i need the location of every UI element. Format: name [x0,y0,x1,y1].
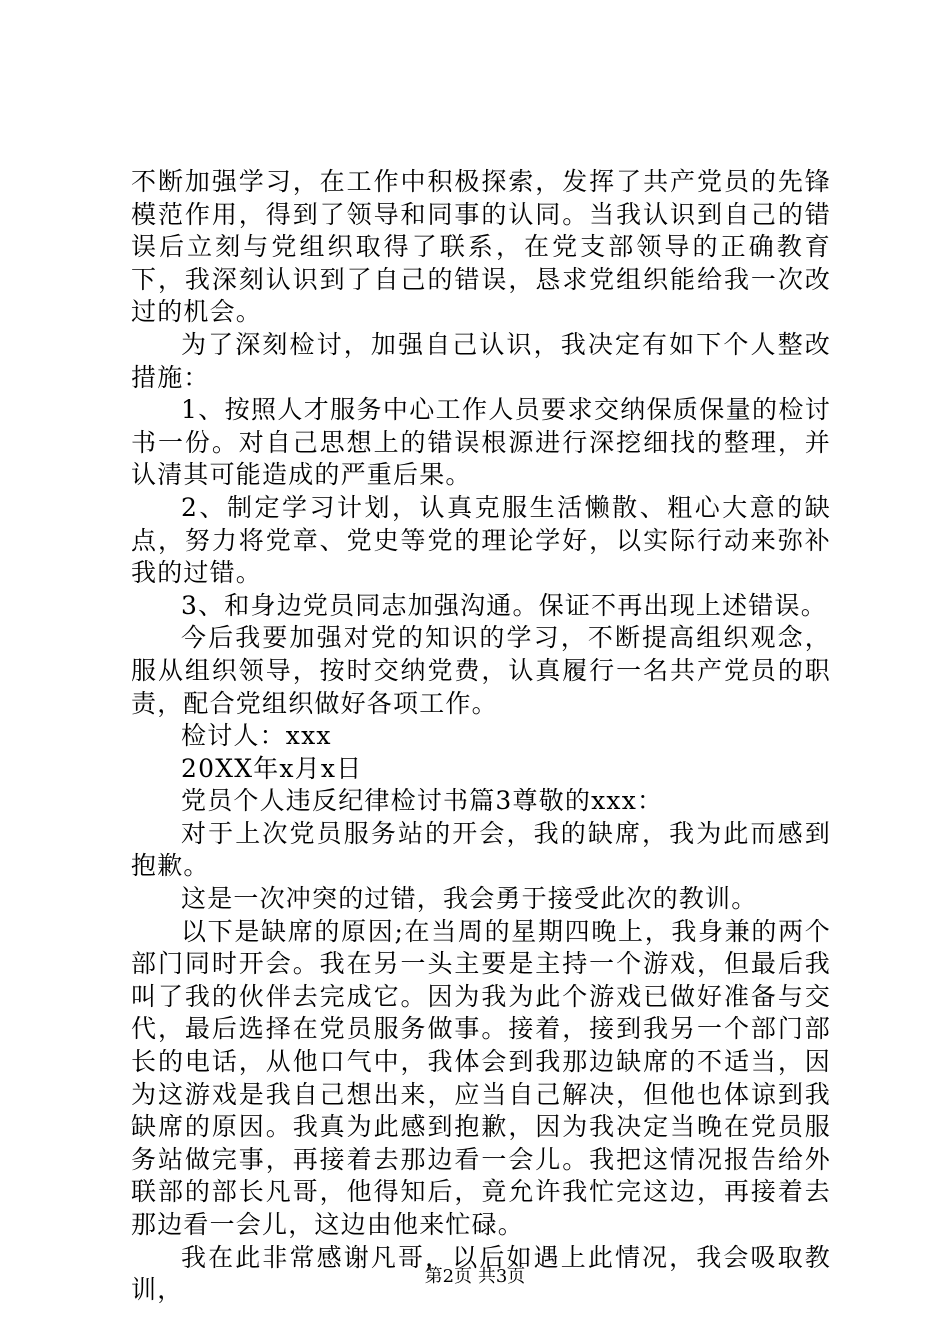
paragraph: 对于上次党员服务站的开会，我的缺席，我为此而感到抱歉。 [131,818,831,881]
list-item: 1、按照人才服务中心工作人员要求交纳保质保量的检讨书一份。对自己思想上的错误根源进行深挖细找的整理，并认清其可能造成的严重后果。 [131,395,831,490]
page-footer: 第2页 共3页 [424,1266,526,1287]
signature-line: 检讨人：xxx [181,721,332,751]
paragraph: 以下是缺席的原因;在当周的星期四晚上，我身兼的两个部门同时开会。我在另一头主要是主持一个游戏，但最后我叫了我的伙伴去完成它。因为我为此个游戏已做好准备与交代，最后选择在党员服务做事。接着，接到我另一个部门部长的电话，从他口气中，我体会到我那边缺席的不适当，因为这游戏是我自己想出来，应当自己解决，但他也体谅到我缺席的原因。我真为此感到抱歉，因为我决定当晚在党员服务站做完事，再接着去那边看一会儿。我把这情况报告给外联部的部长凡哥，他得知后，竟允许我忙完这边，再接着去那边看一会儿，这边由他来忙碌。 [131,916,831,1239]
paragraph: 不断加强学习，在工作中积极探索，发挥了共产党员的先锋模范作用，得到了领导和同事的认同。当我认识到自己的错误后立刻与党组织取得了联系，在党支部领导的正确教育下，我深刻认识到了自己的错误，恳求党组织能给我一次改过的机会。 [131,167,831,327]
paragraph: 这是一次冲突的过错，我会勇于接受此次的教训。 [181,884,758,914]
date-line: 20XX年x月x日 [181,753,363,783]
paragraph: 为了深刻检讨，加强自己认识，我决定有如下个人整改措施： [131,329,831,392]
paragraph: 今后我要加强对党的知识的学习，不断提高组织观念，服从组织领导，按时交纳党费，认真履行一名共产党员的职责，配合党组织做好各项工作。 [131,623,831,718]
paragraph: 我在此非常感谢凡哥，以后如遇上此情况，我会吸取教训， [131,1242,831,1305]
section-heading: 党员个人违反纪律检讨书篇3尊敬的xxx： [181,786,664,816]
list-item: 3、和身边党员同志加强沟通。保证不再出现上述错误。 [181,590,827,620]
list-item: 2、制定学习计划，认真克服生活懒散、粗心大意的缺点，努力将党章、党史等党的理论学好，以实际行动来弥补我的过错。 [131,492,831,588]
document-body [131,166,831,1307]
